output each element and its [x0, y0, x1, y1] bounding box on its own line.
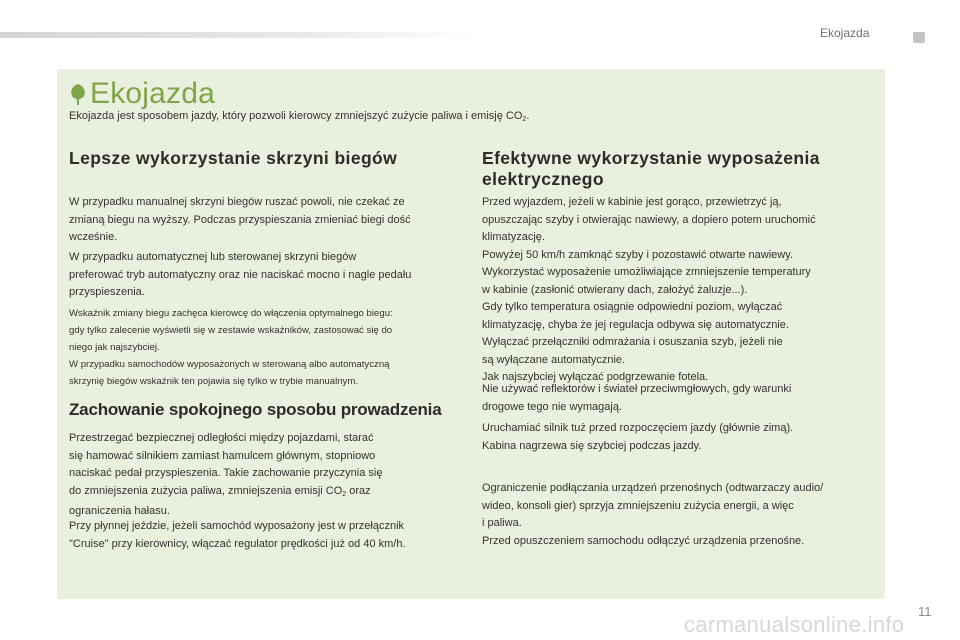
intro-text: Ekojazda jest sposobem jazdy, który pozwoli kierowcy zmniejszyć zużycie paliwa i emisję $CO_2$. — [69, 110, 530, 123]
electrical-equipment-heading: Efektywne wykorzystanie wyposażenia elektrycznego — [482, 148, 820, 189]
page-title: Ekojazda — [90, 77, 216, 110]
header-rule — [0, 32, 480, 38]
portable-devices-paragraph: Ograniczenie podłączania urządzeń przenośnych (odtwarzaczy audio/ wideo, konsoli gier) sprzyja zmniejszeniu zużycia energii, a więc i paliwa. Przed opuszczeniem samochodu odłączyć urządzenia przenośne. — [482, 482, 824, 547]
chapter-marker — [913, 32, 925, 43]
watermark: carmanualsonline.info — [684, 612, 905, 637]
lights-paragraph: Nie używać reflektorów i świateł przeciwmgłowych, gdy warunki drogowe tego nie wymagają. — [482, 383, 792, 413]
chapter-label: Ekojazda — [820, 26, 870, 40]
page-number: 11 — [918, 604, 932, 619]
leaf-icon — [68, 83, 88, 105]
gearbox-paragraph-automatic: W przypadku automatycznej lub sterowanej skrzyni biegów preferować tryb automatyczny oraz nie naciskać mocno i nagle pedału przyspieszenia. — [69, 251, 412, 298]
cruise-control-paragraph: Przy płynnej jeździe, jeżeli samochód wyposażony jest w przełącznik "Cruise" przy kierownicy, włączać regulator prędkości już od 40 km/h. — [69, 520, 406, 550]
calm-driving-heading: Zachowanie spokojnego sposobu prowadzenia — [69, 400, 442, 419]
gear-indicator-note: Wskaźnik zmiany biegu zachęca kierowcę do włączenia optymalnego biegu: gdy tylko zalecenie wyświetli się w zestawie wskaźników, zastosować się do niego jak najszybciej. W przypadku samochodów wyposażonych w sterowaną albo automatyczną skrzynię biegów wskaźnik ten pojawia się tylko w trybie manualnym. — [69, 308, 393, 387]
calm-driving-paragraph: Przestrzegać bezpiecznej odległości między pojazdami, starać się hamować silnikiem zamiast hamulcem głównym, stopniowo naciskać pedał przyspieszenia. Takie zachowanie przyczynia się do zmniejszenia zużycia paliwa, zmniejszenia emisji $CO_2$ oraz ograniczenia hałasu. — [69, 432, 383, 517]
air-conditioning-paragraph: Przed wyjazdem, jeżeli w kabinie jest gorąco, przewietrzyć ją, opuszczając szyby i otwierając nawiewy, a dopiero potem uruchomić klimatyzację. Powyżej 50 km/h zamknąć szyby i pozostawić otwarte nawiewy. Wykorzystać wyposażenie umożliwiające zmniejszenie temperatury w kabinie (zasłonić otwierany dach, założyć żaluzje...). Gdy tylko temperatura osiągnie odpowiedni poziom, wyłączać klimatyzację, chyba że jej regulacja odbywa się automatycznie. Wyłączać przełączniki odmrażania i osuszania szyb, jeżeli nie są wyłączane automatycznie. Jak najszybciej wyłączać podgrzewanie fotela. — [482, 196, 816, 383]
gearbox-paragraph-manual: W przypadku manualnej skrzyni biegów ruszać powoli, nie czekać ze zmianą biegu na wyższy. Podczas przyspieszania zmieniać biegi dość wcześnie. — [69, 196, 411, 243]
engine-start-paragraph: Uruchamiać silnik tuż przed rozpoczęciem jazdy (głównie zimą). Kabina nagrzewa się szybciej podczas jazdy. — [482, 422, 794, 452]
gearbox-heading: Lepsze wykorzystanie skrzyni biegów — [69, 148, 398, 168]
